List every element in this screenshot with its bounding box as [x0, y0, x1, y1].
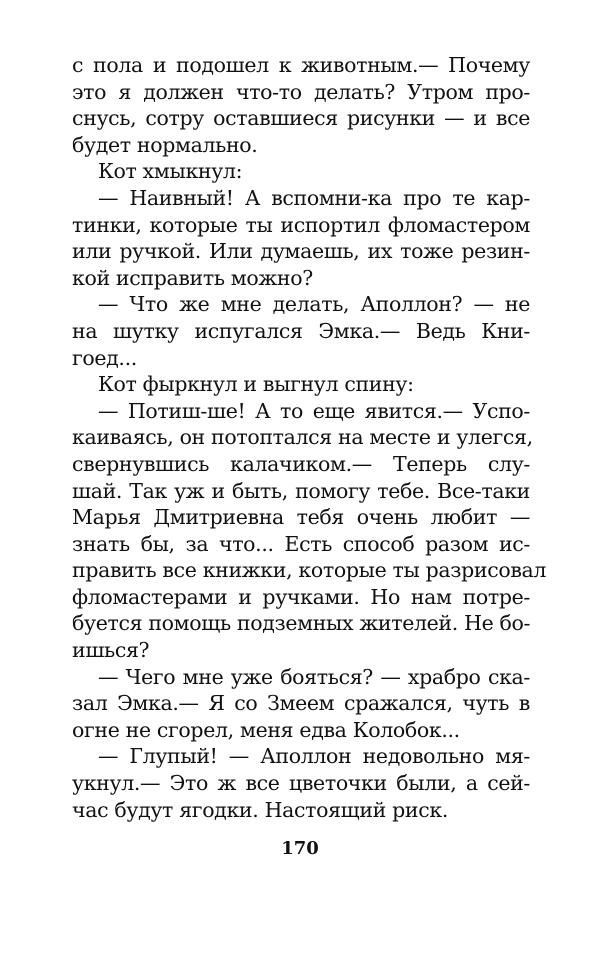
text-line: буется помощь подземных жителей. Не бо-: [72, 611, 531, 636]
text-line: — Глупый! — Аполлон недовольно мя-: [98, 744, 530, 769]
text-line: Кот фыркнул и выгнул спину:: [98, 372, 414, 397]
text-line: будет нормально.: [72, 132, 258, 157]
page-number: 170: [281, 838, 319, 859]
text-line: свернувшись калачиком.— Теперь слу-: [72, 451, 530, 476]
text-line: шай. Так уж и быть, помогу тебе. Все-таки: [72, 478, 530, 503]
text-line: укнул.— Это ж все цветочки были, а сей-: [72, 771, 530, 796]
text-line: огне не сгорел, меня едва Колобок...: [72, 717, 460, 742]
text-line: — Наивный! А вспомни-ка про те кар-: [98, 185, 530, 210]
text-line: Марья Дмитриевна тебя очень любит —: [72, 505, 530, 530]
text-line: это я должен что-то делать? Утром про-: [72, 79, 530, 104]
text-line: каиваясь, он потоптался на месте и улегся,: [72, 425, 533, 450]
text-line: фломастерами и ручками. Но нам потре-: [72, 584, 530, 609]
text-line: гоед...: [72, 345, 137, 370]
text-line: — Что же мне делать, Аполлон? — не: [98, 292, 530, 317]
text-line: Кот хмыкнул:: [98, 159, 243, 184]
text-line: снусь, сотру оставшиеся рисунки — и все: [72, 106, 530, 131]
text-line: тинки, которые ты испортил фломастером: [72, 212, 530, 237]
text-line: кой исправить можно?: [72, 265, 313, 290]
text-line: час будут ягодки. Настоящий риск.: [72, 797, 449, 822]
text-line: или ручкой. Или думаешь, их тоже резин-: [72, 239, 530, 264]
text-line: на шутку испугался Эмка.— Ведь Кни-: [72, 318, 530, 343]
text-line: зал Эмка.— Я со Змеем сражался, чуть в: [72, 691, 530, 716]
text-line: — Чего мне уже бояться? — храбро ска-: [98, 664, 530, 689]
body-text: [72, 52, 547, 823]
text-line: знать бы, за что... Есть способ разом ис-: [72, 531, 530, 556]
text-line: — Потиш-ше! А то еще явится.— Успо-: [98, 398, 530, 423]
text-line: ишься?: [72, 638, 150, 663]
text-line: с пола и подошел к животным.— Почему: [72, 53, 530, 77]
text-line: править все книжки, которые ты разрисовал: [72, 558, 547, 583]
